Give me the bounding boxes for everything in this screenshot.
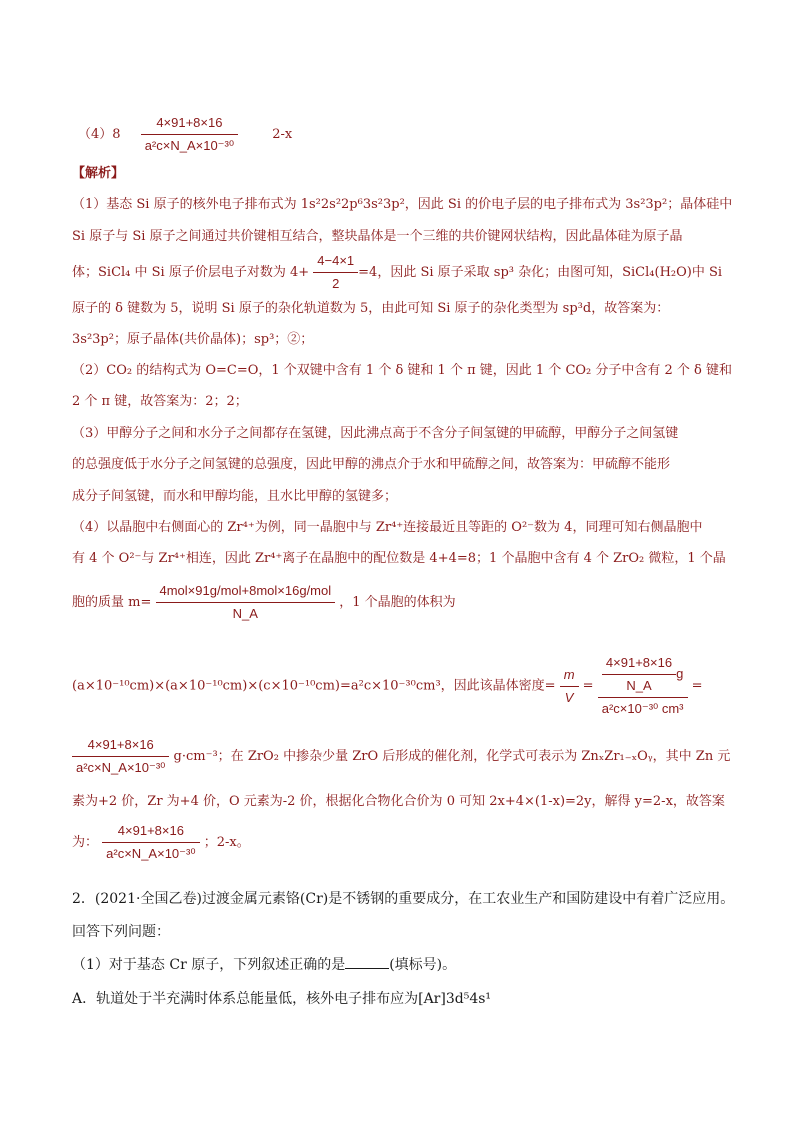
p1-line-2: Si 原子与 Si 原子之间通过共价键相互结合，整块晶体是一个三维的共价键网状结构，因此晶体硅为原子晶 — [72, 229, 683, 244]
question-2-part-1 — [72, 956, 456, 974]
fraction-numerator: 4×91+8×16 — [102, 822, 199, 843]
result-line — [72, 736, 730, 777]
result-fraction — [72, 736, 169, 777]
density-m-over-v — [560, 666, 579, 707]
mass-line — [72, 582, 456, 623]
p3-line-1: （3）甲醇分子之间和水分子之间都存在氢键，因此沸点高于不含分子间氢键的甲硫醇，甲醇分子之间氢键 — [72, 426, 679, 441]
p4-line-2: 有 4 个 O²⁻与 Zr⁴⁺相连，因此 Zr⁴⁺离子在晶胞中的配位数是 4+4=8；1 个晶胞中含有 4 个 ZrO₂ 微粒，1 个晶 — [72, 551, 726, 566]
p1-fraction — [313, 252, 358, 293]
fraction-denominator: V — [564, 689, 574, 705]
answer-4-prefix: （4）8 — [78, 127, 121, 142]
answer-blank[interactable] — [345, 956, 389, 969]
mass-suffix: ，1 个晶胞的体积为 — [339, 595, 456, 610]
fraction-denominator: a²c×N_A×10⁻³⁰ — [106, 846, 196, 861]
fraction-numerator: 4−4×1 — [313, 252, 358, 273]
p5-line: 素为+2 价，Zr 为+4 价，O 元素为-2 价，根据化合物化合价为 0 可知 2x+4×(1-x)=2y，解得 y=2-x，故答案 — [72, 794, 725, 809]
fraction-denominator: a²c×10⁻³⁰ cm³ — [601, 701, 684, 716]
fraction-denominator: N_A — [626, 678, 652, 693]
final-fraction — [102, 822, 199, 863]
question-2: 2．(2021·全国乙卷)过渡金属元素铬(Cr)是不锈钢的重要成分，在工农业生产和国防建设中有着广泛应用。 — [72, 891, 735, 907]
density-compound-fraction — [598, 654, 688, 718]
density-line — [72, 654, 703, 718]
p1-line-3-prefix: 体；SiCl₄ 中 Si 原子价层电子对数为 4+ — [72, 265, 310, 280]
final-suffix: ；2-x。 — [203, 835, 250, 850]
p1-line-3-suffix: =4，因此 Si 原子采取 sp³ 杂化；由图可知，SiCl₄(H₂O)中 Si — [358, 265, 723, 280]
p1-line-3 — [72, 252, 722, 293]
p1-line-1: （1）基态 Si 原子的核外电子排布式为 1s²2s²2p⁶3s²3p²，因此 Si 的价电子层的电子排布式为 3s²3p²；晶体硅中 — [72, 197, 733, 212]
question-2-prompt: 回答下列问题： — [72, 924, 170, 940]
fraction-denominator: a²c×N_A×10⁻³⁰ — [144, 138, 235, 153]
equals-sign: = — [691, 678, 703, 694]
fraction-denominator: 2 — [332, 276, 340, 291]
inner-fraction — [602, 654, 676, 695]
p1-line-4: 原子的 δ 键数为 5，说明 Si 原子的杂化轨道数为 5，由此可知 Si 原子的杂化类型为 sp³d，故答案为： — [72, 301, 670, 316]
fraction-numerator: 4mol×91g/mol+8mol×16g/mol — [156, 582, 336, 603]
fraction-numerator: 4×91+8×16 — [602, 654, 676, 675]
analysis-header: 【解析】 — [72, 166, 125, 181]
answer-4-fraction — [141, 114, 238, 155]
part-1-text: （1）对于基态 Cr 原子，下列叙述正确的是 — [72, 957, 346, 973]
fraction-numerator: 4×91+8×16 — [72, 736, 169, 757]
answer-4-suffix: 2-x — [272, 127, 293, 142]
volume-text: (a×10⁻¹⁰cm)×(a×10⁻¹⁰cm)×(c×10⁻¹⁰cm)=a²c×10⁻³⁰cm³，因此该晶体密度= — [72, 678, 556, 694]
equals-sign: = — [582, 678, 594, 694]
answer-4-line — [78, 114, 292, 155]
p4-line-1: （4）以晶胞中右侧面心的 Zr⁴⁺为例，同一晶胞中与 Zr⁴⁺连接最近且等距的 O²⁻数为 4，同理可知右侧晶胞中 — [72, 520, 703, 535]
p1-line-5: 3s²3p²；原子晶体(共价晶体)；sp³；②； — [72, 332, 314, 347]
p3-line-2: 的总强度低于水分子之间氢键的总强度，因此甲醇的沸点介于水和甲硫醇之间，故答案为：甲硫醇不能形 — [72, 457, 671, 472]
mass-fraction — [156, 582, 336, 623]
fraction-numerator — [598, 654, 688, 698]
final-prefix: 为： — [72, 835, 99, 850]
fraction-denominator: N_A — [232, 606, 258, 621]
option-a: A．轨道处于半充满时体系总能量低，核外电子排布应为[Ar]3d⁵4s¹ — [72, 991, 492, 1007]
fraction-denominator: a²c×N_A×10⁻³⁰ — [76, 760, 166, 775]
fraction-numerator: m — [560, 666, 579, 687]
part-1-suffix: (填标号)。 — [389, 957, 457, 973]
final-line — [72, 822, 250, 863]
p3-line-3: 成分子间氢键，而水和甲醇均能，且水比甲醇的氢键多； — [72, 489, 398, 504]
result-suffix: g·cm⁻³；在 ZrO₂ 中掺杂少量 ZrO 后形成的催化剂，化学式可表示为 ZnₓZr₁₋ₓOᵧ，其中 Zn 元 — [173, 749, 731, 764]
p2-line-1: （2）CO₂ 的结构式为 O=C=O，1 个双键中含有 1 个 δ 键和 1 个 π 键，因此 1 个 CO₂ 分子中含有 2 个 δ 键和 — [72, 363, 733, 378]
unit-g: g — [676, 665, 684, 681]
p2-line-2: 2 个 π 键，故答案为：2；2； — [72, 394, 248, 409]
mass-prefix: 胞的质量 m= — [72, 595, 152, 610]
fraction-numerator: 4×91+8×16 — [141, 114, 238, 135]
